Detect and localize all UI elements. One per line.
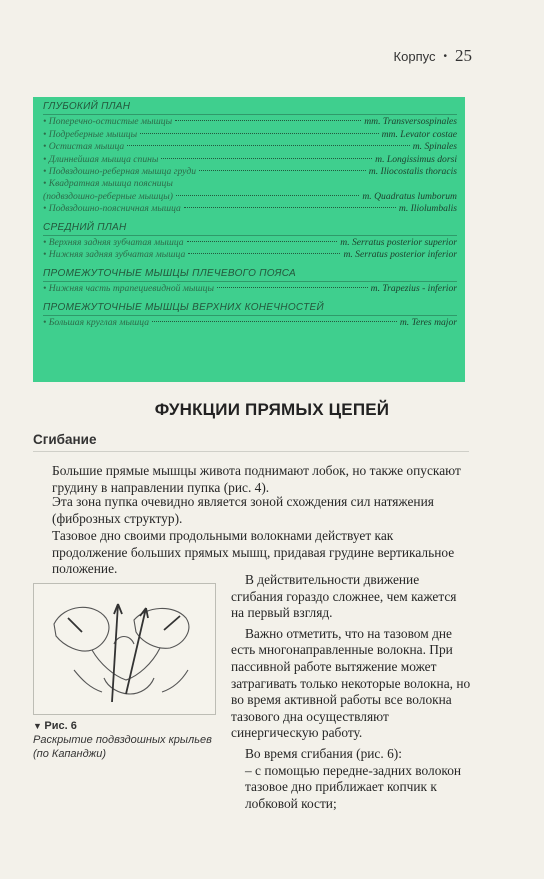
muscle-name-ru: • Большая круглая мышца: [43, 317, 149, 329]
right-column-text: [231, 572, 471, 812]
muscle-row: [43, 178, 457, 190]
muscle-section: [43, 268, 457, 296]
leader-dots: [161, 158, 372, 159]
muscle-section-heading: ГЛУБОКИЙ ПЛАН: [43, 101, 457, 115]
leader-dots: [127, 145, 410, 146]
muscle-name-latin: m. Teres major: [399, 317, 457, 329]
figure-description: Раскрытие подвздошных крыльев (по Капанджи): [33, 734, 212, 760]
page-number: 25: [455, 46, 472, 65]
right-paragraph-2: Важно отметить, что на тазовом дне есть многонаправленные волокна. При пассивной работе вытяжение может затрагивать только некоторые волокна, но во время активной работы все волокна тазового дна осуществляют синергическую работу.: [231, 625, 471, 741]
muscle-name-latin: m. Trapezius - inferior: [370, 283, 457, 295]
figure-caption: [33, 719, 223, 761]
leader-dots: [184, 207, 396, 208]
pelvis-illustration-icon: [34, 584, 215, 714]
paragraph-3: Тазовое дно своими продольными волокнами действует как продолжение больших прямых мышц, придавая грудине вертикальное положение.: [52, 528, 455, 577]
muscle-name-ru: (подвздошно-реберные мышцы): [43, 190, 173, 202]
leader-dots: [217, 287, 368, 288]
muscle-row: [43, 129, 457, 141]
muscle-row: [43, 237, 457, 249]
muscle-name-latin: m. Iliocostalis thoracis: [368, 166, 457, 178]
muscle-row: [43, 116, 457, 128]
figure-number: ▼ Рис. 6: [33, 720, 77, 732]
muscle-name-latin: mm. Transversospinales: [364, 116, 457, 128]
section-title: ФУНКЦИИ ПРЯМЫХ ЦЕПЕЙ: [154, 400, 390, 419]
muscle-name-latin: m. Iliolumbalis: [398, 203, 457, 215]
muscle-section: [43, 302, 457, 330]
chapter-name: Корпус: [393, 48, 436, 64]
separator-dot-icon: •: [443, 50, 447, 62]
muscle-section: [43, 222, 457, 262]
muscle-name-ru: • Верхняя задняя зубчатая мышца: [43, 237, 184, 249]
leader-dots: [140, 133, 378, 134]
muscle-name-latin: m. Spinales: [412, 141, 457, 153]
muscle-row: [43, 249, 457, 261]
leader-dots: [199, 170, 366, 171]
leader-dots: [152, 321, 397, 322]
muscle-name-ru: • Нижняя задняя зубчатая мышца: [43, 249, 185, 261]
muscle-name-latin: m. Serratus posterior inferior: [343, 249, 457, 261]
muscle-name-latin: mm. Levator costae: [381, 128, 457, 140]
muscle-section: [43, 101, 457, 216]
muscle-row: [43, 203, 457, 215]
muscle-name-ru: • Квадратная мышца поясницы: [43, 178, 173, 190]
leader-dots: [175, 120, 361, 121]
muscle-name-latin: m. Quadratus lumborum: [362, 190, 457, 202]
leader-dots: [188, 253, 340, 254]
muscle-name-ru: • Нижняя часть трапециевидной мышцы: [43, 283, 214, 295]
muscle-row: [43, 283, 457, 295]
muscle-section-heading: ПРОМЕЖУТОЧНЫЕ МЫШЦЫ ПЛЕЧЕВОГО ПОЯСА: [43, 268, 457, 282]
muscle-name-ru: • Подреберные мышцы: [43, 129, 137, 141]
muscle-name-latin: m. Longissimus dorsi: [375, 153, 457, 165]
muscle-list-box: [33, 97, 465, 382]
muscle-row: [43, 154, 457, 166]
pelvis-figure: [33, 583, 216, 715]
muscle-row: [43, 141, 457, 153]
muscle-name-ru: • Остистая мышца: [43, 141, 124, 153]
muscle-row: [43, 317, 457, 329]
muscle-name-ru: • Поперечно-остистые мышцы: [43, 116, 172, 128]
muscle-row: [43, 166, 457, 178]
paragraph-1: Большие прямые мышцы живота поднимают лобок, но также опускают грудину в направлении пупка (рис. 4).: [52, 463, 461, 495]
right-paragraph-1: В действительности движение сгибания гораздо сложнее, чем кажется на первый взгляд.: [231, 572, 457, 621]
muscle-section-heading: СРЕДНИЙ ПЛАН: [43, 222, 457, 236]
leader-dots: [176, 195, 359, 196]
muscle-name-ru: • Подвздошно-реберная мышца груди: [43, 166, 196, 178]
running-head: [394, 46, 472, 66]
muscle-name-ru: • Длиннейшая мышца спины: [43, 154, 158, 166]
leader-dots: [187, 241, 338, 242]
right-paragraph-3: Во время сгибания (рис. 6):: [245, 745, 402, 761]
subsection-rule: [33, 451, 469, 452]
paragraph-2: Эта зона пупка очевидно является зоной схождения сил натяжения (фиброзных структур).: [52, 494, 434, 526]
muscle-name-ru: • Подвздошно-поясничная мышца: [43, 203, 181, 215]
subsection-title: Сгибание: [33, 432, 97, 447]
muscle-name-latin: m. Serratus posterior superior: [340, 237, 457, 249]
muscle-section-heading: ПРОМЕЖУТОЧНЫЕ МЫШЦЫ ВЕРХНИХ КОНЕЧНОСТЕЙ: [43, 302, 457, 316]
muscle-row: [43, 191, 457, 203]
right-list-item-1: – с помощью передне-задних волокон тазовое дно приближает копчик к лобковой кости;: [231, 763, 471, 813]
